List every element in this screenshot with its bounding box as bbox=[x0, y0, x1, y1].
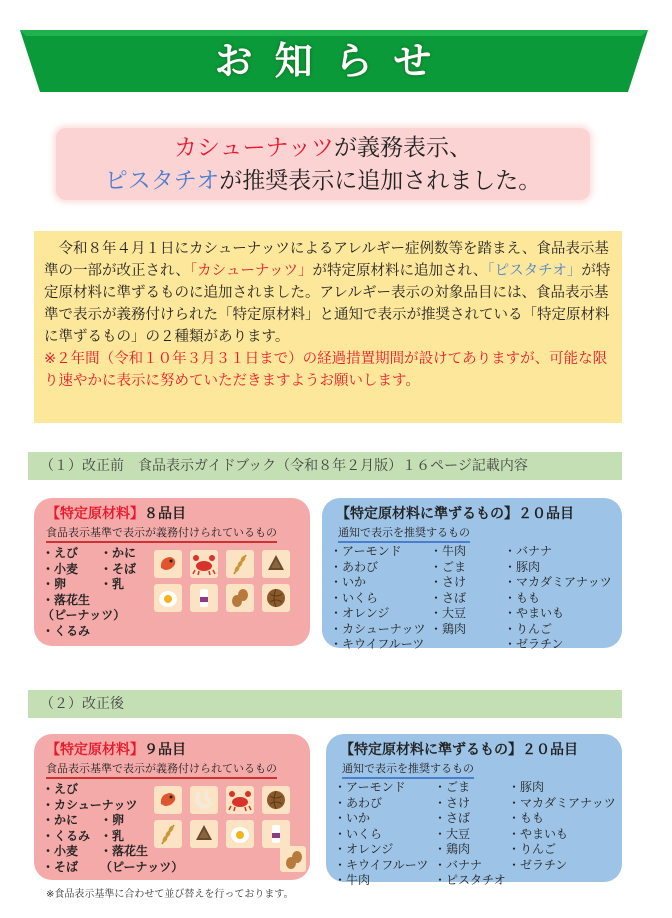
list-item: ・豚肉 bbox=[508, 780, 545, 794]
list-item: ・りんご bbox=[508, 842, 557, 856]
list-item: ・マカダミアナッツ bbox=[504, 575, 612, 589]
list-item: ・乳 bbox=[100, 577, 125, 591]
list-item: ・小麦 bbox=[42, 561, 79, 576]
notice-text-e: が特定原材料に準ずるものに追加されました。アレルギー表示の対象品目には、食品表示基準で表示が義務付けられた「特定原材料」と通知で表示が推奨されている「特定原材料に準ずるもの」の２種類があります。 bbox=[44, 263, 611, 345]
list-item: ・さけ bbox=[430, 575, 467, 589]
notice-banner bbox=[20, 30, 648, 92]
section1-recommended-col2 bbox=[430, 544, 466, 637]
list-item: ・えび bbox=[42, 782, 79, 796]
list-item: ・いくら bbox=[330, 590, 379, 605]
section1-header: （１）改正前 食品表示ガイドブック（令和８年２月版）１６ページ記載内容 bbox=[28, 452, 622, 480]
list-item: ・ピスタチオ bbox=[434, 873, 506, 887]
notice-text-box bbox=[34, 231, 622, 423]
section1-recommended-title: 【特定原材料に準ずるもの】２０品目 bbox=[336, 506, 574, 522]
notice-cashew: 「カシューナッツ」 bbox=[189, 263, 313, 279]
list-item: ・落花生 bbox=[42, 592, 91, 607]
section1-mandatory-box bbox=[34, 498, 310, 646]
peanut-icon bbox=[280, 846, 306, 872]
list-item: ・えび bbox=[42, 546, 79, 560]
list-item: ・ごま bbox=[430, 559, 467, 574]
section2-mandatory-subtitle: 食品表示基準で表示が義務付けられているもの bbox=[46, 760, 277, 779]
list-item: ・あわび bbox=[330, 559, 379, 574]
list-item: ・大豆 bbox=[430, 606, 467, 620]
walnut-icon bbox=[262, 786, 290, 814]
headline-line2-rest: が推奨表示に追加されました。 bbox=[219, 168, 542, 194]
peanut-icon bbox=[226, 584, 254, 612]
headline-cashew: カシューナッツ bbox=[173, 135, 335, 161]
section2-recommended-col1 bbox=[334, 780, 428, 889]
list-item: ・さば bbox=[430, 590, 467, 605]
headline-pistachio: ピスタチオ bbox=[104, 168, 220, 194]
list-item: ・かに bbox=[100, 546, 137, 560]
section1-recommended-subtitle: 通知で表示を推奨するもの bbox=[338, 524, 470, 543]
list-item: ・バナナ bbox=[434, 857, 483, 872]
crab-icon bbox=[190, 550, 218, 578]
walnut-icon bbox=[262, 584, 290, 612]
notice-paragraph bbox=[44, 238, 612, 348]
section2-recommended-subtitle: 通知で表示を推奨するもの bbox=[342, 760, 474, 779]
list-item: ・大豆 bbox=[434, 826, 471, 841]
notice-transition-note: ※２年間（令和１０年３月３１日まで）の経過措置期間が設けてありますが、可能な限り速やかに表示に努めていただきますようお願いします。 bbox=[44, 351, 608, 389]
list-item: ・オレンジ bbox=[334, 842, 394, 856]
mandatory-count: ９品目 bbox=[144, 742, 186, 758]
list-item: ・さけ bbox=[434, 795, 471, 810]
list-item: ・卵 bbox=[42, 577, 67, 591]
list-item: ・もも bbox=[504, 590, 541, 605]
section2-recommended-title: 【特定原材料に準ずるもの】２０品目 bbox=[340, 742, 578, 758]
list-item: ・カシューナッツ bbox=[330, 621, 426, 636]
list-item: ・くるみ bbox=[42, 828, 91, 843]
list-item: ・バナナ bbox=[504, 544, 553, 558]
section2-recommended-col3 bbox=[508, 780, 616, 873]
list-item: ・卵 bbox=[100, 813, 125, 827]
list-item: ・かに bbox=[42, 813, 79, 827]
shrimp-icon bbox=[154, 786, 182, 814]
section1-recommended-col1 bbox=[330, 544, 426, 653]
headline-box bbox=[56, 128, 590, 200]
list-item: ・いくら bbox=[334, 826, 383, 841]
list-item: ・くるみ bbox=[42, 623, 91, 638]
list-item: ・アーモンド bbox=[334, 780, 406, 794]
list-item: ・あわび bbox=[334, 795, 383, 810]
list-item: ・乳 bbox=[100, 828, 125, 843]
list-item: ・そば bbox=[42, 859, 79, 874]
egg-icon bbox=[154, 584, 182, 612]
milk-icon bbox=[190, 584, 218, 612]
list-item: ・ゼラチン bbox=[508, 857, 568, 872]
crab-icon bbox=[226, 786, 254, 814]
list-item: ・落花生 bbox=[100, 844, 149, 858]
list-item: ・やまいも bbox=[508, 826, 569, 841]
list-item: ・いか bbox=[334, 811, 371, 825]
list-item: ・豚肉 bbox=[504, 559, 541, 574]
buckwheat-icon bbox=[190, 820, 218, 848]
list-item: ・ごま bbox=[434, 780, 471, 794]
section1-recommended-col3 bbox=[504, 544, 612, 653]
section2-header: （２）改正後 bbox=[28, 690, 622, 718]
list-item: ・カシューナッツ bbox=[42, 797, 138, 812]
list-item: ・そば bbox=[100, 561, 137, 576]
section1-mandatory-title bbox=[46, 503, 186, 523]
shrimp-icon bbox=[154, 550, 182, 578]
footnote: ※食品表示基準に合わせて並び替えを行っております。 bbox=[46, 889, 294, 900]
mandatory-label: 【特定原材料】 bbox=[46, 506, 144, 522]
list-item: ・もも bbox=[508, 811, 545, 825]
notice-pistachio: 「ピスタチオ」 bbox=[487, 263, 582, 279]
banner-title: お知らせ bbox=[214, 39, 454, 83]
wheat-icon bbox=[154, 820, 182, 848]
list-item: ・マカダミアナッツ bbox=[508, 795, 616, 810]
section1-mandatory-subtitle: 食品表示基準で表示が義務付けられているもの bbox=[46, 524, 277, 543]
list-item: ・いか bbox=[330, 575, 367, 589]
list-item: ・鶏肉 bbox=[430, 621, 467, 636]
notice-text-a: 令和８年４月１日にカシューナッツによるアレルギー症例数等を踏まえ、食品表示基準の一部が改正され、 bbox=[44, 241, 609, 279]
cashew-icon bbox=[190, 786, 218, 814]
list-item: ・ゼラチン bbox=[504, 637, 564, 651]
list-item: ・さば bbox=[434, 811, 471, 825]
list-item: ・牛肉 bbox=[334, 873, 371, 887]
section2-mandatory-box bbox=[34, 734, 310, 880]
section2-recommended-col2 bbox=[434, 780, 506, 889]
headline-line1-rest: が義務表示、 bbox=[334, 135, 473, 161]
list-item: ・オレンジ bbox=[330, 606, 390, 620]
mandatory-label: 【特定原材料】 bbox=[46, 742, 144, 758]
section1-mandatory-col2 bbox=[100, 546, 136, 593]
mandatory-count: ８品目 bbox=[144, 506, 186, 522]
list-item: ・鶏肉 bbox=[434, 842, 471, 856]
list-item: （ピーナッツ） bbox=[42, 608, 126, 622]
milk-icon bbox=[262, 820, 290, 848]
list-item: ・キウイフルーツ bbox=[334, 857, 429, 872]
section2-recommended-box bbox=[326, 734, 622, 887]
egg-icon bbox=[226, 820, 254, 848]
list-item: ・やまいも bbox=[504, 606, 565, 620]
notice-text-c: が特定原材料に追加され、 bbox=[312, 263, 488, 279]
list-item: ・りんご bbox=[504, 621, 553, 636]
wheat-icon bbox=[226, 550, 254, 578]
list-item: （ピーナッツ） bbox=[100, 859, 184, 874]
buckwheat-icon bbox=[262, 550, 290, 578]
list-item: ・アーモンド bbox=[330, 544, 402, 558]
list-item: ・キウイフルーツ bbox=[330, 637, 425, 651]
list-item: ・牛肉 bbox=[430, 544, 467, 558]
section2-mandatory-title bbox=[46, 739, 186, 759]
section1-recommended-box bbox=[322, 498, 622, 651]
list-item: ・小麦 bbox=[42, 844, 79, 858]
